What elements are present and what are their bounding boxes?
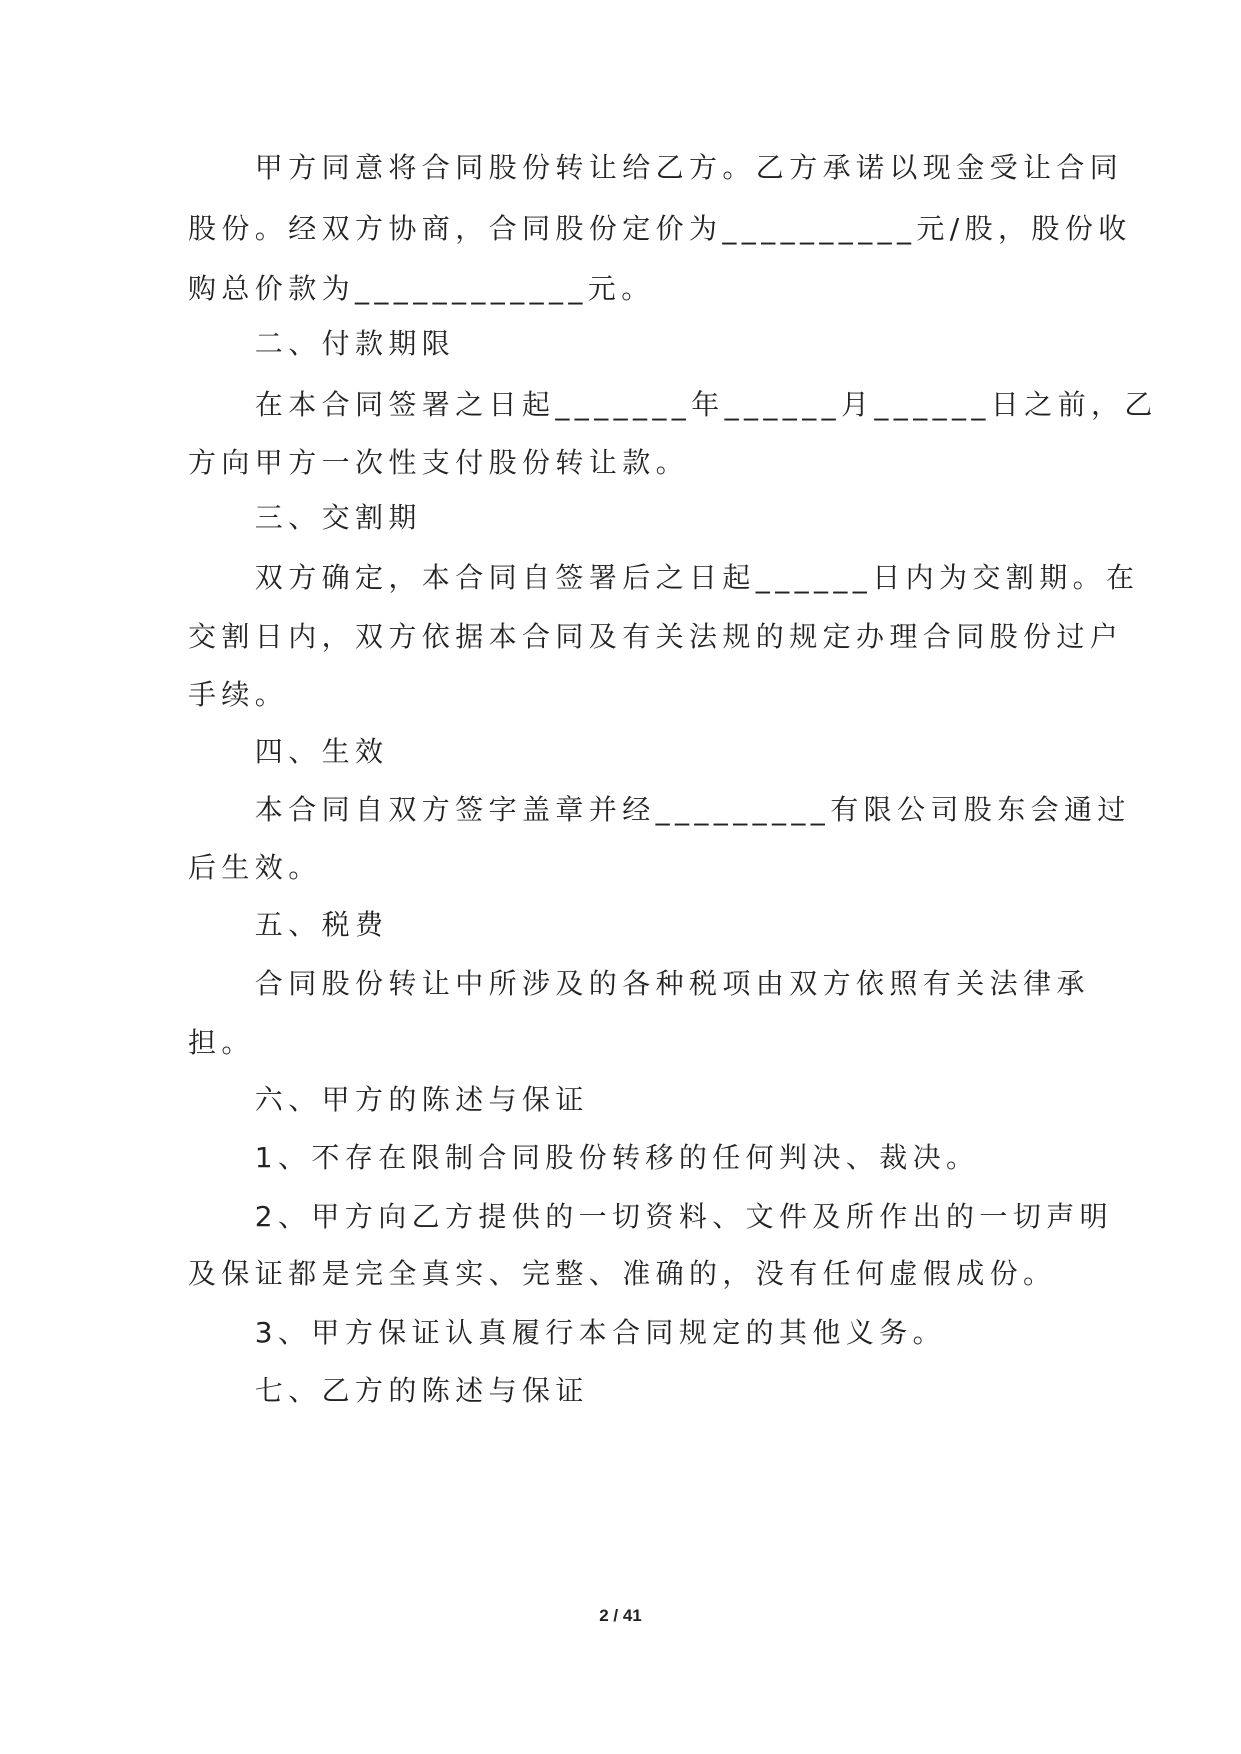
text-line: 购总价款为____________元。 [188,272,655,305]
section-heading: 四、生效 [188,735,389,768]
section-heading: 二、付款期限 [188,327,456,360]
text-line: 在本合同签署之日起_______年______月______日之前，乙 [188,388,1158,421]
text-line: 及保证都是完全真实、完整、准确的，没有任何虚假成份。 [188,1257,1057,1290]
section-heading: 七、乙方的陈述与保证 [188,1374,589,1407]
text-line: 手续。 [188,678,289,711]
text-line: 甲方同意将合同股份转让给乙方。乙方承诺以现金受让合同 [188,151,1124,184]
page-number: 2 / 41 [599,1606,642,1625]
section-heading: 三、交割期 [188,501,422,534]
text-line: 2、甲方向乙方提供的一切资料、文件及所作出的一切声明 [188,1200,1114,1233]
section-heading: 五、税费 [188,908,389,941]
text-line: 方向甲方一次性支付股份转让款。 [188,446,690,479]
text-line: 后生效。 [188,851,322,884]
text-line: 交割日内，双方依据本合同及有关法规的规定办理合同股份过户 [188,620,1124,653]
text-line: 担。 [188,1026,255,1059]
text-line: 3、甲方保证认真履行本合同规定的其他义务。 [188,1316,947,1349]
text-line: 合同股份转让中所涉及的各种税项由双方依照有关法律承 [188,967,1090,1000]
text-line: 本合同自双方签字盖章并经_________有限公司股东会通过 [188,793,1131,826]
text-line: 双方确定，本合同自签署后之日起______日内为交割期。在 [188,561,1140,594]
text-line: 股份。经双方协商，合同股份定价为__________元/股，股份收 [188,212,1132,245]
text-line: 1、不存在限制合同股份转移的任何判决、裁决。 [188,1141,980,1174]
section-heading: 六、甲方的陈述与保证 [188,1083,589,1116]
